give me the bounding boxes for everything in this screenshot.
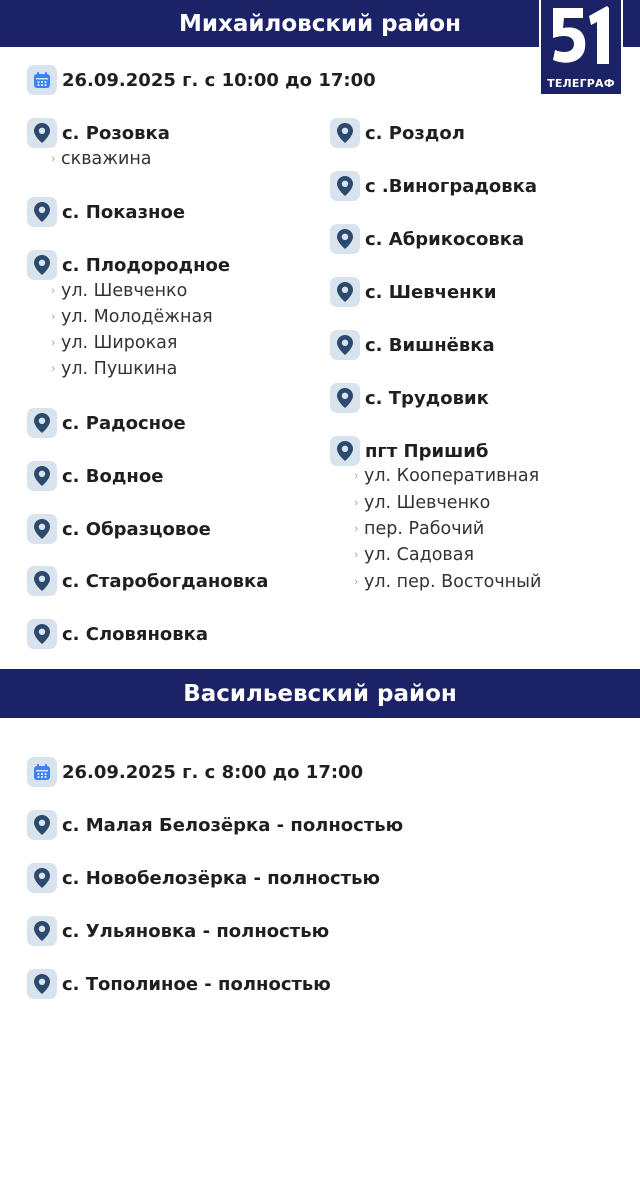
place-item [27,916,329,946]
place-item [27,408,186,438]
place-name: с. Словяновка [62,623,209,645]
outage-date: 26.09.2025 г. с 10:00 до 17:00 [62,69,376,91]
place-item [27,969,331,999]
place-name: с. Трудовик [365,387,489,409]
place-name: с. Радосное [62,412,186,434]
sub-item [344,493,490,513]
sub-item [344,545,474,565]
place-name: с. Водное [62,465,164,487]
sub-item [344,466,539,486]
sub-item [41,281,187,301]
place-name: с. Тополиное - полностью [62,973,331,995]
map-pin-icon [27,408,57,438]
sub-item [41,359,177,379]
place-item [27,250,230,280]
place-name: с. Ульяновка - полностью [62,920,330,942]
place-item [27,461,163,491]
sub-item-label: ул. Шевченко [364,493,491,513]
map-pin-icon [27,863,57,893]
map-pin-icon [27,619,57,649]
calendar-icon [27,757,57,787]
map-pin-icon [27,566,57,596]
sub-item-label: ул. Садовая [364,545,474,565]
calendar-icon [27,65,57,95]
map-pin-icon [27,118,57,148]
place-item [330,330,495,360]
place-name: с. Розовка [62,122,170,144]
place-item [27,619,208,649]
chevron-right-icon: › [354,523,358,535]
place-item [27,863,380,893]
chevron-right-icon: › [354,497,358,509]
place-name: с. Образцовое [62,518,211,540]
map-pin-icon [27,197,57,227]
place-item [27,566,268,596]
logo-51-icon [547,4,617,68]
map-pin-icon [27,250,57,280]
place-name: с. Новобелозёрка - полностью [62,867,380,889]
telegraph-logo [539,0,623,96]
outage-date: 26.09.2025 г. с 8:00 до 17:00 [62,761,364,783]
sub-item [41,149,152,169]
chevron-right-icon: › [354,470,358,482]
place-name: с. Вишнёвка [365,334,495,356]
place-item [330,118,465,148]
place-name: пгт Пришиб [365,440,489,462]
date-row [27,65,376,95]
map-pin-icon [330,383,360,413]
sub-item-label: ул. Пушкина [61,359,178,379]
district-header-vasilievsky [0,669,640,718]
place-name: с. Старобогдановка [62,570,269,592]
place-item [27,810,403,840]
map-pin-icon [330,330,360,360]
sub-item-label: ул. Широкая [61,333,178,353]
place-name: с. Малая Белозёрка - полностью [62,814,404,836]
district-title: Михайловский район [179,10,461,37]
place-item [330,171,537,201]
district-title: Васильевский район [183,680,457,707]
sub-item-label: пер. Рабочий [364,519,485,539]
sub-item [344,572,541,592]
sub-item [41,307,213,327]
place-name: с. Роздол [365,122,465,144]
sub-item-label: ул. пер. Восточный [364,572,542,592]
map-pin-icon [27,514,57,544]
place-name: с. Шевченки [365,281,497,303]
place-item [27,118,170,148]
place-name: с .Виноградовка [365,175,538,197]
map-pin-icon [27,969,57,999]
logo-brand-text: ТЕЛЕГРАФ [547,77,615,90]
place-name: с. Показное [62,201,186,223]
map-pin-icon [27,461,57,491]
place-item [330,224,524,254]
chevron-right-icon: › [354,576,358,588]
place-item [27,197,185,227]
map-pin-icon [330,224,360,254]
map-pin-icon [330,277,360,307]
chevron-right-icon: › [354,549,358,561]
sub-item-label: ул. Шевченко [61,281,188,301]
sub-item-label: скважина [61,149,152,169]
sub-item-label: ул. Молодёжная [61,307,213,327]
chevron-right-icon: › [51,153,55,165]
sub-item [41,333,177,353]
map-pin-icon [330,436,360,466]
chevron-right-icon: › [51,311,55,323]
sub-item-label: ул. Кооперативная [364,466,540,486]
date-row [27,757,363,787]
sub-item [344,519,484,539]
place-name: с. Абрикосовка [365,228,525,250]
chevron-right-icon: › [51,285,55,297]
place-item [330,436,488,466]
place-item [330,277,496,307]
map-pin-icon [330,171,360,201]
place-item [330,383,489,413]
map-pin-icon [27,810,57,840]
map-pin-icon [27,916,57,946]
map-pin-icon [330,118,360,148]
chevron-right-icon: › [51,363,55,375]
chevron-right-icon: › [51,337,55,349]
place-item [27,514,211,544]
place-name: с. Плодородное [62,254,231,276]
